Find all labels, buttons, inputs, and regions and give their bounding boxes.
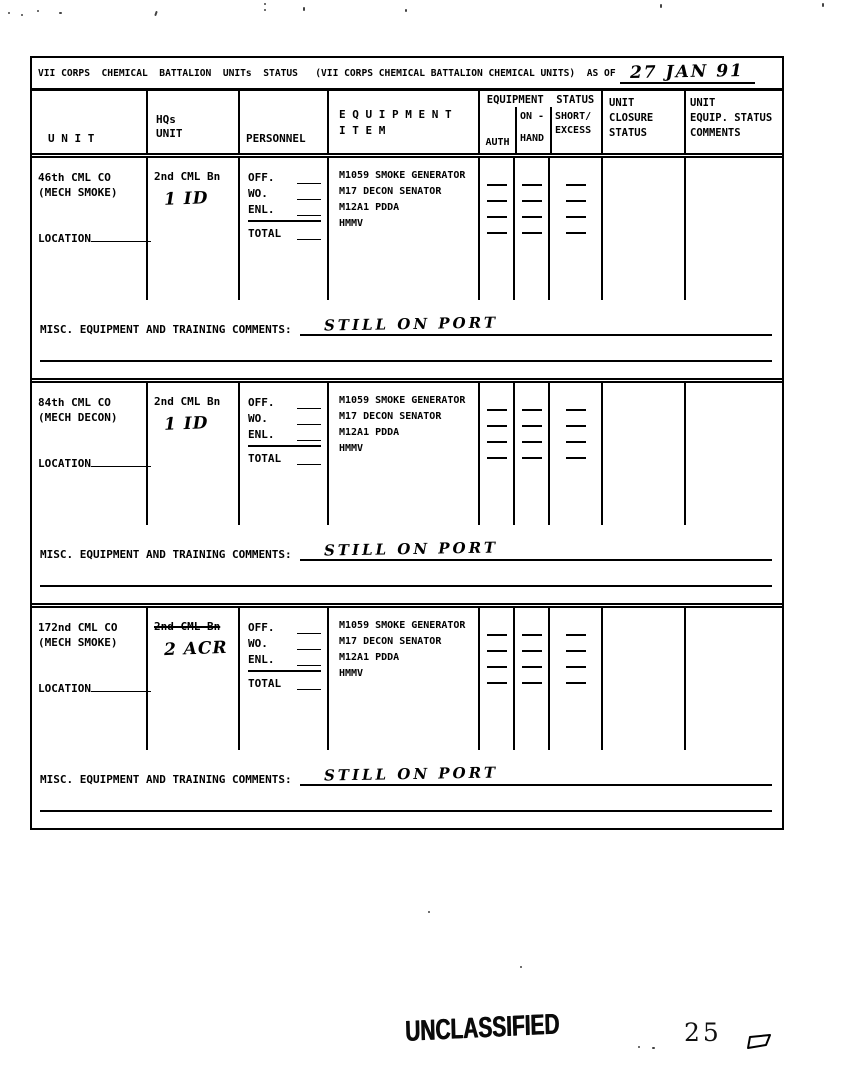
wo-label: WO. (248, 412, 268, 425)
unit-name: 172nd CML CO (38, 621, 118, 634)
total-blank-field (297, 228, 321, 240)
total-rule (248, 445, 321, 447)
unit-cells-row (32, 383, 782, 525)
misc-comments-label: MISC. EQUIPMENT AND TRAINING COMMENTS: (40, 548, 292, 561)
personnel-off-row (248, 393, 321, 409)
short-excess-blank-line (566, 636, 586, 652)
misc-comments-row (32, 750, 782, 828)
as-of-date-handwritten: 27 JAN 91 (629, 61, 745, 83)
on-hand-blank-line (522, 668, 542, 684)
enl-label: ENL. (248, 428, 275, 441)
scan-speck (428, 911, 430, 913)
personnel-total-row (248, 449, 321, 465)
location-blank-field (91, 230, 151, 242)
on-hand-blank-line (522, 218, 542, 234)
misc-comments-row (32, 300, 782, 378)
location-label: LOCATION (38, 232, 91, 245)
short-excess-blank-line (566, 395, 586, 411)
personnel-cell (240, 608, 329, 750)
short-excess-blank-line (566, 170, 586, 186)
off-label: OFF. (248, 621, 275, 634)
misc-line-row (32, 750, 782, 786)
equipment-item: HMMV (339, 443, 364, 454)
header-short-line2: EXCESS (555, 125, 592, 136)
auth-blank-line (487, 636, 507, 652)
hqs-unit-cell (148, 383, 240, 525)
misc-comments-row (32, 525, 782, 603)
short-excess-blank-line (566, 186, 586, 202)
header-closure-line1: UNIT (609, 97, 635, 109)
short-excess-status-cell (550, 383, 603, 525)
short-excess-status-cell (550, 608, 603, 750)
equipment-item: M1059 SMOKE GENERATOR (339, 170, 466, 181)
as-of-date-field (620, 60, 755, 84)
short-excess-blank-line (566, 443, 586, 459)
equipment-item: HMMV (339, 668, 364, 679)
scan-speck (520, 966, 522, 968)
misc-second-underline (40, 585, 772, 587)
header-unit-label: U N I T (48, 132, 95, 145)
form-title-row (32, 58, 782, 91)
hqs-unit-handwritten: 1 ID (163, 188, 209, 210)
scan-speck (8, 12, 10, 14)
short-excess-blank-line (566, 652, 586, 668)
misc-second-underline (40, 810, 772, 812)
unit-cells-row (32, 158, 782, 300)
equip-status-comments-cell (686, 383, 782, 525)
equipment-item: M12A1 PDDA (339, 427, 400, 438)
equipment-item: M12A1 PDDA (339, 202, 400, 213)
on-hand-blank-line (522, 411, 542, 427)
misc-line-row (32, 525, 782, 561)
header-personnel-label: PERSONNEL (246, 132, 306, 145)
misc-comments-handwritten: STILL ON PORT (323, 313, 498, 335)
hqs-unit-text: 2nd CML Bn (154, 620, 221, 633)
scan-speck (264, 3, 266, 5)
header-equipment-item (329, 91, 480, 153)
unit-closure-status-cell (603, 383, 686, 525)
status-form (30, 56, 784, 830)
equipment-item: M12A1 PDDA (339, 652, 400, 663)
auth-status-cell (480, 158, 515, 300)
auth-status-cell (480, 383, 515, 525)
misc-comments-label: MISC. EQUIPMENT AND TRAINING COMMENTS: (40, 323, 292, 336)
equipment-item: M17 DECON SENATOR (339, 186, 442, 197)
short-excess-blank-line (566, 620, 586, 636)
unit-type: (MECH DECON) (38, 411, 118, 424)
scan-speck (405, 9, 407, 12)
short-excess-blank-line (566, 202, 586, 218)
wo-blank-field (297, 413, 321, 425)
unit-cells-row (32, 608, 782, 750)
total-rule (248, 670, 321, 672)
total-label: TOTAL (248, 227, 282, 240)
hqs-unit-cell (148, 158, 240, 300)
on-hand-blank-line (522, 652, 542, 668)
auth-blank-line (487, 411, 507, 427)
unit-name: 84th CML CO (38, 396, 111, 409)
equipment-item-cell (329, 383, 480, 525)
personnel-wo-row (248, 184, 321, 200)
header-equipment-status-group (480, 91, 603, 153)
header-short-excess (550, 107, 601, 153)
enl-label: ENL. (248, 653, 275, 666)
off-blank-field (297, 622, 321, 634)
unit-cell (32, 608, 148, 750)
header-comments-line3: COMMENTS (690, 127, 741, 139)
personnel-wo-row (248, 634, 321, 650)
equipment-item: M17 DECON SENATOR (339, 636, 442, 647)
misc-comments-field (300, 763, 772, 786)
total-blank-field (297, 453, 321, 465)
total-label: TOTAL (248, 452, 282, 465)
wo-label: WO. (248, 637, 268, 650)
personnel-off-row (248, 618, 321, 634)
personnel-total-row (248, 224, 321, 240)
hqs-unit-handwritten: 2 ACR (163, 637, 228, 661)
header-hqs-line2: UNIT (156, 127, 183, 140)
off-blank-field (297, 397, 321, 409)
unit-type: (MECH SMOKE) (38, 636, 118, 649)
unit-block-46th-cml-co (32, 158, 782, 378)
on-hand-blank-line (522, 170, 542, 186)
unit-type: (MECH SMOKE) (38, 186, 118, 199)
auth-blank-line (487, 170, 507, 186)
short-excess-blank-line (566, 427, 586, 443)
personnel-enl-row (248, 200, 321, 216)
short-excess-blank-line (566, 218, 586, 234)
short-excess-status-cell (550, 158, 603, 300)
auth-blank-line (487, 395, 507, 411)
off-label: OFF. (248, 171, 275, 184)
personnel-total-row (248, 674, 321, 690)
misc-comments-handwritten: STILL ON PORT (323, 538, 498, 560)
equipment-item: M17 DECON SENATOR (339, 411, 442, 422)
header-unit-closure-status (603, 91, 686, 153)
header-short-line1: SHORT/ (555, 111, 592, 122)
handdrawn-flag-doodle (744, 1032, 774, 1052)
unit-closure-status-cell (603, 608, 686, 750)
misc-second-underline (40, 360, 772, 362)
header-equipment-status-subrow (480, 107, 601, 153)
column-header-row (32, 91, 782, 153)
unit-block-172nd-cml-co (32, 608, 782, 828)
header-hqs-unit (148, 91, 240, 153)
unclassified-stamp: UNCLASSIFIED (404, 1008, 560, 1048)
header-hqs-line1: HQs (156, 113, 176, 126)
header-equipment-line1: E Q U I P M E N T (339, 108, 452, 121)
scan-speck (303, 7, 305, 11)
auth-blank-line (487, 202, 507, 218)
scan-speck (822, 3, 824, 7)
header-personnel (240, 91, 329, 153)
equipment-item-cell (329, 608, 480, 750)
off-blank-field (297, 172, 321, 184)
equip-status-comments-cell (686, 608, 782, 750)
location-blank-field (91, 455, 151, 467)
header-unit (32, 91, 148, 153)
header-closure-line3: STATUS (609, 127, 647, 139)
total-label: TOTAL (248, 677, 282, 690)
enl-label: ENL. (248, 203, 275, 216)
short-excess-blank-line (566, 411, 586, 427)
misc-line-row (32, 300, 782, 336)
personnel-cell (240, 383, 329, 525)
location-label: LOCATION (38, 457, 91, 470)
header-equipment-status-label: EQUIPMENT STATUS (486, 94, 595, 106)
on-hand-blank-line (522, 395, 542, 411)
enl-blank-field (297, 654, 321, 666)
header-comments-line1: UNIT (690, 97, 716, 109)
wo-blank-field (297, 638, 321, 650)
scan-speck (264, 9, 266, 11)
auth-blank-line (487, 620, 507, 636)
scan-speck (59, 12, 62, 14)
header-auth: AUTH (485, 137, 510, 148)
on-hand-blank-line (522, 620, 542, 636)
enl-blank-field (297, 204, 321, 216)
enl-blank-field (297, 429, 321, 441)
equipment-item: M1059 SMOKE GENERATOR (339, 620, 466, 631)
unit-cell (32, 383, 148, 525)
personnel-off-row (248, 168, 321, 184)
misc-comments-field (300, 538, 772, 561)
header-on-hand-line2: HAND (520, 133, 545, 144)
on-hand-status-cell (515, 158, 550, 300)
scan-speck (660, 4, 662, 8)
header-equipment-line2: I T E M (339, 124, 386, 137)
form-title: VII CORPS CHEMICAL BATTALION UNITs STATUS (VII CORPS CHEMICAL BATTALION CHEMICAL UNITS) AS OF (38, 67, 616, 79)
on-hand-blank-line (522, 186, 542, 202)
personnel-wo-row (248, 409, 321, 425)
on-hand-blank-line (522, 427, 542, 443)
unit-cell (32, 158, 148, 300)
wo-blank-field (297, 188, 321, 200)
location-row (38, 230, 142, 246)
misc-comments-field (300, 313, 772, 336)
header-equip-status-comments (686, 91, 782, 153)
header-closure-line2: CLOSURE (609, 112, 654, 124)
auth-blank-line (487, 652, 507, 668)
hqs-unit-cell (148, 608, 240, 750)
unit-name: 46th CML CO (38, 171, 111, 184)
equipment-item: HMMV (339, 218, 364, 229)
equip-status-comments-cell (686, 158, 782, 300)
auth-blank-line (487, 668, 507, 684)
unit-closure-status-cell (603, 158, 686, 300)
auth-blank-line (487, 443, 507, 459)
location-row (38, 455, 142, 471)
misc-comments-label: MISC. EQUIPMENT AND TRAINING COMMENTS: (40, 773, 292, 786)
personnel-cell (240, 158, 329, 300)
scan-speck (154, 11, 158, 16)
on-hand-blank-line (522, 636, 542, 652)
hqs-unit-text: 2nd CML Bn (154, 395, 221, 408)
personnel-enl-row (248, 425, 321, 441)
on-hand-status-cell (515, 383, 550, 525)
equipment-item-cell (329, 158, 480, 300)
unit-block-84th-cml-co (32, 383, 782, 603)
on-hand-blank-line (522, 202, 542, 218)
location-row (38, 680, 142, 696)
hqs-unit-handwritten: 1 ID (163, 413, 209, 435)
auth-blank-line (487, 186, 507, 202)
misc-comments-handwritten: STILL ON PORT (323, 763, 498, 785)
equipment-item: M1059 SMOKE GENERATOR (339, 395, 466, 406)
scan-speck (37, 10, 39, 12)
off-label: OFF. (248, 396, 275, 409)
page-number: 25 (684, 1018, 722, 1047)
scan-speck (21, 14, 23, 16)
header-comments-line2: EQUIP. STATUS (690, 112, 773, 124)
personnel-enl-row (248, 650, 321, 666)
short-excess-blank-line (566, 668, 586, 684)
header-on-hand-line1: ON - (520, 111, 545, 122)
location-blank-field (91, 680, 151, 692)
auth-blank-line (487, 427, 507, 443)
auth-blank-line (487, 218, 507, 234)
total-rule (248, 220, 321, 222)
total-blank-field (297, 678, 321, 690)
location-label: LOCATION (38, 682, 91, 695)
hqs-unit-text: 2nd CML Bn (154, 170, 221, 183)
header-on-hand (515, 107, 550, 153)
auth-status-cell (480, 608, 515, 750)
wo-label: WO. (248, 187, 268, 200)
on-hand-blank-line (522, 443, 542, 459)
on-hand-status-cell (515, 608, 550, 750)
